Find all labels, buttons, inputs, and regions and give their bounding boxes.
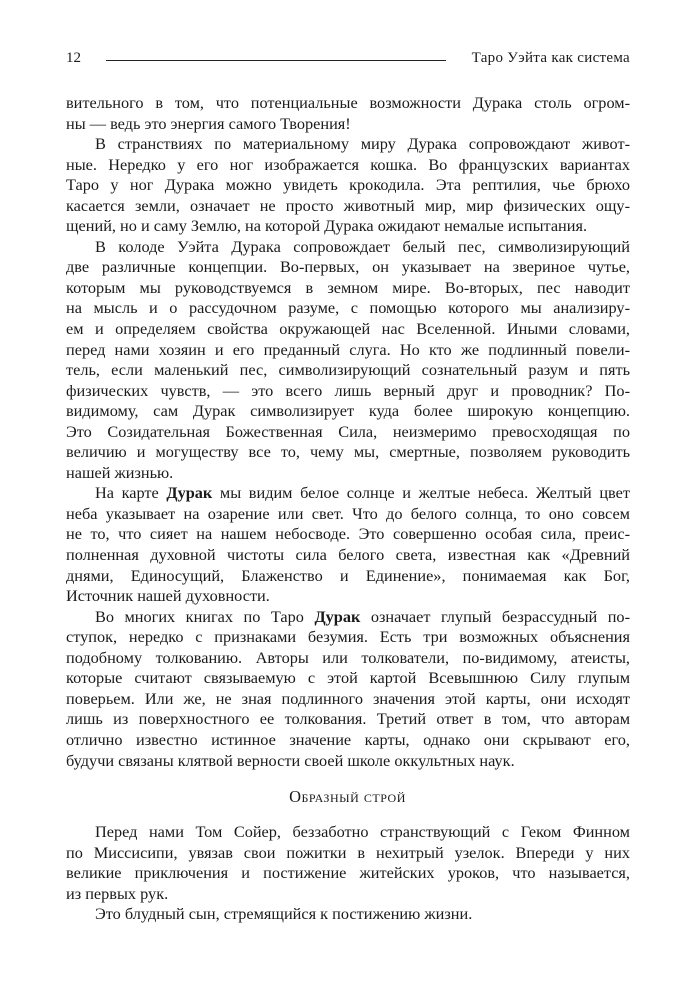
text-segment: которым мы руководствуемся в земном мире. Во-вторых, пес наводит <box>66 277 630 297</box>
text-line <box>66 904 630 925</box>
text-line <box>66 298 630 319</box>
text-line <box>66 257 630 278</box>
text-line <box>66 751 630 772</box>
text-segment: Это блудный сын, стремящийся к постижению жизни. <box>95 904 473 924</box>
text-line <box>66 93 630 114</box>
text-line <box>66 175 630 196</box>
text-line <box>66 360 630 381</box>
text-line <box>66 504 630 525</box>
paragraph <box>66 822 630 904</box>
text-segment: будучи связаны клятвой верности своей школе оккультных наук. <box>66 750 515 770</box>
text-line <box>66 381 630 402</box>
text-segment: которые считают связываемую с этой картой Всевышнюю Силу глупым <box>66 668 630 688</box>
text-line <box>66 730 630 751</box>
text-segment: отлично известно истинное значение карты, однако они скрывают его, <box>66 729 630 749</box>
text-segment: В странствиях по материальному миру Дурака сопровождают живот- <box>95 134 630 154</box>
section-heading: Образный строй <box>289 787 406 806</box>
text-segment: касается земли, означает не просто животный мир, мир физических ощу- <box>66 195 630 215</box>
bold-term: Дурак <box>314 606 361 626</box>
text-segment: величию и могуществу все то, чему мы, смертные, позволяем руководить <box>66 442 630 462</box>
text-line <box>66 278 630 299</box>
text-segment: тель, если маленький пес, символизирующий сознательный разум и пять <box>66 360 630 380</box>
text-line <box>66 545 630 566</box>
paragraph <box>66 607 630 771</box>
text-line <box>66 401 630 422</box>
text-line <box>66 607 630 628</box>
text-line <box>66 566 630 587</box>
text-line <box>66 863 630 884</box>
text-segment: полненная духовной чистоты сила белого света, известная как «Древний <box>66 545 630 565</box>
paragraph <box>66 237 630 484</box>
text-line <box>66 463 630 484</box>
text-line <box>66 155 630 176</box>
section-text <box>66 822 630 925</box>
text-segment: физических чувств, — это всего лишь верный друг и проводник? По- <box>66 380 630 400</box>
text-line <box>66 627 630 648</box>
page-number: 12 <box>66 50 81 66</box>
text-line <box>66 884 630 905</box>
text-line <box>66 216 630 237</box>
text-line <box>66 319 630 340</box>
text-segment: ные. Нередко у его ног изображается кошка. Во французских вариантах <box>66 154 630 174</box>
body-text <box>66 93 630 771</box>
text-segment: видимому, сам Дурак символизирует куда более широкую концепцию. <box>66 401 630 421</box>
header-rule <box>106 60 446 61</box>
text-line <box>66 689 630 710</box>
text-segment: из первых рук. <box>66 883 169 903</box>
text-segment: Во многих книгах по Таро <box>95 606 315 626</box>
text-segment: на мысль и о рассудочном разуме, с помощью которого мы анализиру- <box>66 298 630 318</box>
text-segment: Источник нашей духовности. <box>66 586 270 606</box>
text-segment: великие приключения и постижение житейских уроков, что называется, <box>66 863 630 883</box>
text-segment: подобному толкованию. Авторы или толкователи, по-видимому, атеисты, <box>66 647 630 667</box>
text-segment: вительного в том, что потенциальные возможности Дурака столь огром- <box>66 93 630 112</box>
text-segment: Это Созидательная Божественная Сила, неизмеримо превосходящая по <box>66 421 630 441</box>
text-line <box>66 586 630 607</box>
text-segment: Перед нами Том Сойер, беззаботно странствующий с Геком Финном <box>95 822 630 841</box>
text-segment: днями, Единосущий, Блаженство и Единение», понимаемая как Бог, <box>66 565 630 585</box>
bold-term: Дурак <box>166 483 213 503</box>
text-line <box>66 134 630 155</box>
text-segment: перед нами хозяин и его преданный слуга. Но кто же подлинный повели- <box>66 339 630 359</box>
text-segment: нашей жизнью. <box>66 462 174 482</box>
text-segment: неба указывает на озарение или свет. Что до белого солнца, то оно совсем <box>66 503 630 523</box>
text-segment: мы видим белое солнце и желтые небеса. Желтый цвет <box>212 483 630 503</box>
paragraph <box>66 134 630 237</box>
text-line <box>66 709 630 730</box>
text-segment: ем и определяем свойства окружающей нас Вселенной. Иными словами, <box>66 319 630 339</box>
running-title: Таро Уэйта как система <box>471 50 630 66</box>
text-segment: по Миссисипи, увязав свои пожитки в нехитрый узелок. Впереди у них <box>66 842 630 862</box>
text-line <box>66 822 630 843</box>
text-line <box>66 483 630 504</box>
text-line <box>66 196 630 217</box>
text-line <box>66 524 630 545</box>
paragraph <box>66 483 630 606</box>
text-segment: щений, но и саму Землю, на которой Дурака ожидают немалые испытания. <box>66 216 588 236</box>
text-line <box>66 442 630 463</box>
text-line <box>66 648 630 669</box>
text-segment: две различные концепции. Во-первых, он указывает на звериное чутье, <box>66 257 630 277</box>
paragraph <box>66 904 630 925</box>
text-segment: Таро у ног Дурака можно увидеть крокодила. Эта рептилия, чье брюхо <box>66 175 630 195</box>
text-line <box>66 422 630 443</box>
text-line <box>66 668 630 689</box>
running-header <box>66 50 630 70</box>
text-segment: не то, что сияет на нашем небосводе. Это совершенно особая сила, преис- <box>66 524 630 544</box>
text-line <box>66 114 630 135</box>
paragraph <box>66 93 630 134</box>
text-segment: ступок, нередко с признаками безумия. Есть три возможных объяснения <box>66 627 630 647</box>
text-segment: лишь из поверхностного ее толкования. Третий ответ в том, что авторам <box>66 709 630 729</box>
text-segment: означает глупый безрассудный по- <box>360 606 630 626</box>
text-line <box>66 340 630 361</box>
text-segment: В колоде Уэйта Дурака сопровождает белый пес, символизирующий <box>95 236 630 256</box>
text-line <box>66 843 630 864</box>
text-segment: ны — ведь это энергия самого Творения! <box>66 113 351 133</box>
text-segment: поверьем. Или же, не зная подлинного значения этой карты, они исходят <box>66 688 630 708</box>
text-segment: На карте <box>95 483 167 503</box>
text-line <box>66 237 630 258</box>
